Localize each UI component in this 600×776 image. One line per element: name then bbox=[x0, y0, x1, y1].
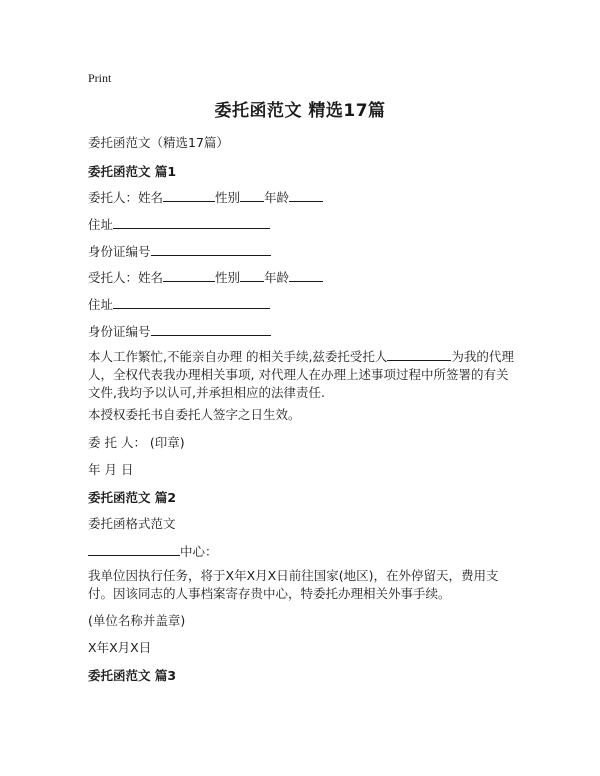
section2-heading: 委托函范文 篇2 bbox=[88, 490, 177, 505]
agent-age-label: 年龄 bbox=[264, 270, 290, 285]
agent-id-blank bbox=[151, 322, 271, 336]
center-blank bbox=[88, 542, 180, 556]
document-title: 委托函范文 精选17篇 bbox=[214, 101, 386, 121]
section2-subtitle: 委托函格式范文 bbox=[88, 516, 176, 531]
principal-name-label: 委托人：姓名 bbox=[88, 190, 164, 205]
address-blank bbox=[113, 215, 270, 229]
body-part2: 为我的代理人，全权代表我办理相关事项, 对代理人在办理上述事项过程中所签署的有关文件,我均予以认可,并承担相应的法律责任. bbox=[88, 349, 514, 400]
section2-body: 我单位因执行任务，将于X年X月X日前往国家(地区)，在外停留天，费用支付。因该同志的人事档案寄存贵中心，特委托办理相关外事手续。 bbox=[88, 568, 499, 601]
section2-date: X年X月X日 bbox=[88, 640, 152, 655]
signature-line: 委 托 人： (印章) bbox=[88, 435, 185, 450]
agent-name-blank bbox=[163, 268, 215, 282]
authorization-body bbox=[88, 347, 520, 402]
date-line: 年 月 日 bbox=[88, 462, 134, 477]
center-suffix: 中心： bbox=[180, 544, 218, 559]
agent-id-row bbox=[88, 322, 271, 340]
section3-heading: 委托函范文 篇3 bbox=[88, 668, 177, 683]
agent-blank bbox=[387, 347, 451, 361]
validity-statement: 本授权委托书自委托人签字之日生效。 bbox=[88, 407, 301, 422]
seal-line: (单位名称并盖章) bbox=[88, 613, 186, 628]
center-row bbox=[88, 542, 218, 560]
age-blank bbox=[289, 188, 323, 202]
principal-row bbox=[88, 188, 323, 206]
age-label: 年龄 bbox=[264, 190, 290, 205]
agent-name-label: 受托人：姓名 bbox=[88, 270, 164, 285]
agent-age-blank bbox=[289, 268, 323, 282]
document-subtitle: 委托函范文（精选17篇） bbox=[88, 135, 229, 150]
id-label: 身份证编号 bbox=[88, 244, 151, 259]
body-part1: 本人工作繁忙,不能亲自办理 的相关手续,兹委托受托人 bbox=[88, 349, 388, 364]
agent-address-blank bbox=[113, 295, 270, 309]
address-label: 住址 bbox=[88, 217, 114, 232]
name-blank bbox=[163, 188, 215, 202]
agent-row bbox=[88, 268, 323, 286]
agent-address-row bbox=[88, 295, 270, 313]
print-label: Print bbox=[88, 71, 112, 85]
gender-blank bbox=[240, 188, 264, 202]
principal-address-row bbox=[88, 215, 270, 233]
gender-label: 性别 bbox=[215, 190, 241, 205]
agent-gender-label: 性别 bbox=[215, 270, 241, 285]
agent-id-label: 身份证编号 bbox=[88, 324, 151, 339]
section1-heading: 委托函范文 篇1 bbox=[88, 164, 177, 179]
id-blank bbox=[151, 242, 271, 256]
principal-id-row bbox=[88, 242, 271, 260]
agent-gender-blank bbox=[240, 268, 264, 282]
agent-address-label: 住址 bbox=[88, 297, 114, 312]
